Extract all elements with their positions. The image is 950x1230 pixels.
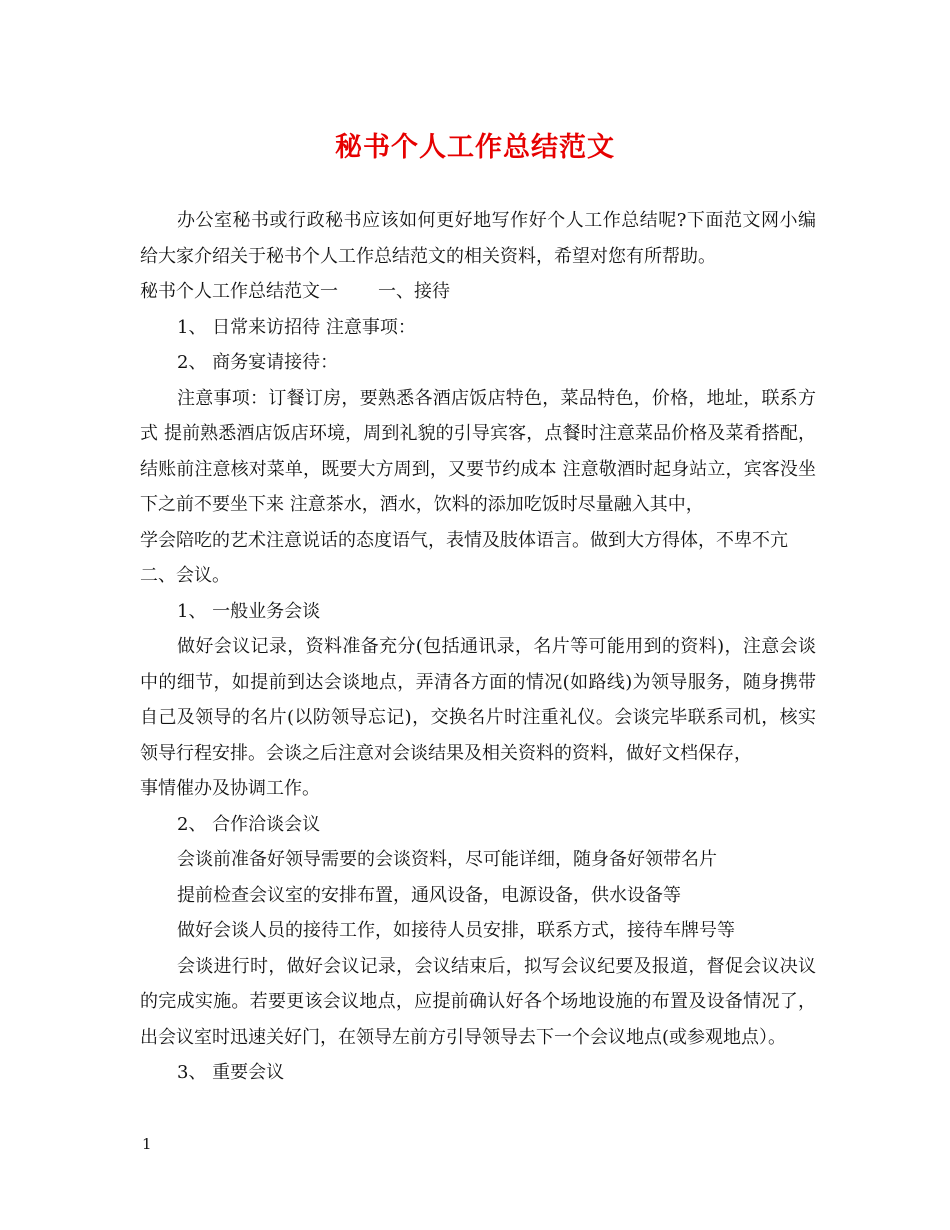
paragraph-general-meeting-notes-continued: 事情催办及协调工作。 <box>140 778 320 799</box>
paragraph-banquet-notes-continued: 学会陪吃的艺术注意说话的态度语气，表情及肢体语言。做到大方得体，不卑不亢 <box>140 529 788 551</box>
paragraph-check-room: 提前检查会议室的安排布置，通风设备，电源设备，供水设备等 <box>177 884 681 906</box>
paragraph-prepare-materials: 会谈前准备好领导需要的会谈资料，尽可能详细，随身备好领带名片 <box>177 849 717 870</box>
section-heading <box>140 274 816 310</box>
paragraph-reception-work: 做好会谈人员的接待工作，如接待人员安排，联系方式，接待车牌号等 <box>177 920 735 941</box>
paragraph-banquet-notes: 注意事项：订餐订房，要熟悉各酒店饭店特色，菜品特色，价格，地址，联系方式 提前熟悉酒店饭店环境，周到礼貌的引导宾客，点餐时注意菜品价格及菜肴搭配，结账前注意核对菜单，既要大方周到，又要节约成本 注意敬酒时起身站立，宾客没坐下之前不要坐下来 注意茶水，酒水，饮料的添加吃饭时尽量融入其中， <box>140 387 816 515</box>
section-heading-reception: 一、接待 <box>378 281 450 302</box>
paragraph-business-banquet: 2、 商务宴请接待： <box>177 352 339 373</box>
paragraph-general-meeting: 1、 一般业务会谈 <box>177 600 321 622</box>
paragraph-important-meeting: 3、 重要会议 <box>177 1062 285 1083</box>
document-title: 秘书个人工作总结范文 <box>335 132 615 163</box>
paragraph-meeting-in-progress: 会谈进行时，做好会议记录，会议结束后，拟写会议纪要及报道，督促会议决议的完成实施。若要更该会议地点，应提前确认好各个场地设施的布置及设备情况了，出会议室时迅速关好门，在领导左前方引导领导去下一个会议地点(或参观地点）。 <box>140 955 816 1048</box>
paragraph-general-meeting-notes: 做好会议记录，资料准备充分(包括通讯录，名片等可能用到的资料)，注意会谈中的细节，如提前到达会谈地点，弄清各方面的情况(如路线)为领导服务，随身携带自己及领导的名片(以防领导忘记)，交换名片时注重礼仪。会谈完毕联系司机，核实领导行程安排。会谈之后注意对会谈结果及相关资料的资料，做好文档保存， <box>140 636 816 764</box>
section-heading-title: 秘书个人工作总结范文一 <box>140 281 338 302</box>
paragraph-daily-visit: 1、 日常来访招待 注意事项： <box>177 316 416 338</box>
section-heading-meetings: 二、会议。 <box>140 565 230 586</box>
page-number: 1 <box>142 1135 152 1153</box>
paragraph-cooperation-meeting: 2、 合作洽谈会议 <box>177 813 321 835</box>
document-body <box>140 203 816 1091</box>
intro-paragraph: 办公室秘书或行政秘书应该如何更好地写作好个人工作总结呢?下面范文网小编给大家介绍关于秘书个人工作总结范文的相关资料，希望对您有所帮助。 <box>140 210 816 267</box>
